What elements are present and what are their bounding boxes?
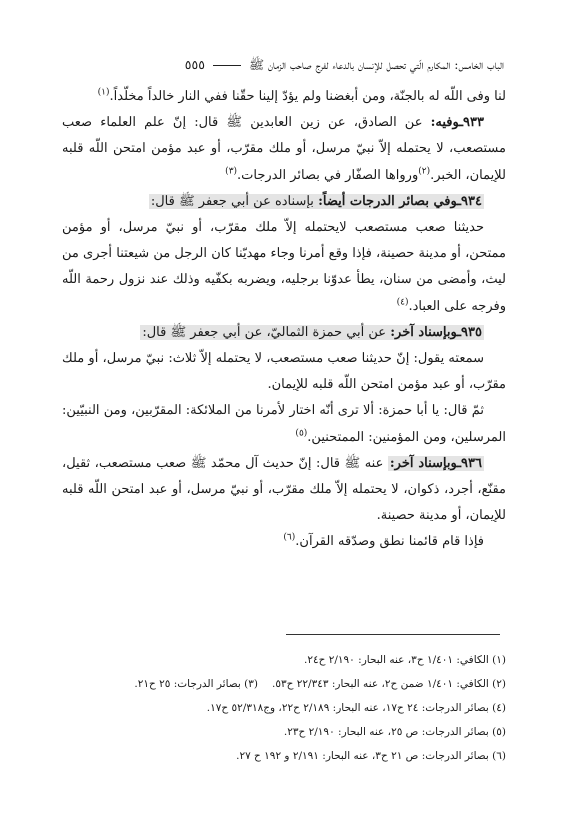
entry-text: سمعته يقول: إنّ حديثنا صعب مستصعب، لا يحتمله إلاّ ثلاث: نبيّ مرسل، أو ملك مقرّب، أو عبد مؤمن امتحن اللّه قلبه للإيمان. (62, 351, 506, 393)
entry-intro: عن أبي حمزة الثماليّ، عن أبي جعفر ﷺ قال: (142, 324, 387, 340)
entry-936 (62, 451, 506, 530)
footnote-ref: (٦) (283, 533, 296, 544)
entry-936-text-2 (62, 529, 506, 555)
footnote-2-3 (90, 672, 506, 696)
footnote-2: (٢) الكافي: ١/٤٠١ ضمن ح٢، عنه البحار: ٢٢/٣٤٣ ح٥٣. (272, 678, 506, 690)
entry-934-text (62, 215, 506, 320)
continuation-text: لنا وفى اللّه له بالجنّة، ومن أبغضنا ولم يؤدّ إلينا حقّنا ففي النار خالداً مخلّداً. (109, 89, 506, 104)
footnote-5: (٥) بصائر الدرجات: ص ٢٥، عنه البحار: ٢/١٩٠ ح٢٣. (283, 726, 506, 738)
continuation-paragraph (62, 84, 506, 110)
footnote-ref: (٤) (396, 297, 409, 308)
page-number: ٥٥٥ (184, 57, 205, 72)
entry-title: وفي بصائر الدرجات أيضاً: (318, 193, 458, 209)
running-header (84, 55, 504, 75)
entry-934-heading (62, 189, 506, 215)
entry-text-tail: ورواها الصفّار في بصائر الدرجات. (237, 167, 419, 183)
footnote-ref: (٢) (418, 166, 431, 177)
entry-number: ٩٣٣ـ (459, 115, 484, 131)
entry-title: وبإسناد آخر: (389, 455, 458, 471)
footnote-ref: (٥) (295, 428, 308, 439)
entry-text: حديثنا صعب مستصعب لايحتمله إلاّ ملك مقرّب، أو نبيّ مرسل، أو مؤمن ممتحن، أو مدينة حصينة، فإذا وقع أمرنا وجاء مهديّنا كان الرجل من شيعتنا أجرى من ليث، وأمضى من سنان، يطأ عدوّنا برجليه، ويضربه بكفّيه وذلك عند نزول رحمة اللّه وفرجه على العباد. (62, 220, 506, 314)
entry-935-heading (62, 320, 506, 346)
entry-933 (62, 110, 506, 189)
footnote-ref: (١) (97, 87, 110, 98)
footnote-3: (٣) بصائر الدرجات: ٢٥ ح٢١. (134, 678, 259, 690)
footnotes (90, 648, 506, 768)
header-dash (213, 65, 241, 66)
entry-text: عن الصادق، عن زين العابدين ﷺ قال: إنّ علم العلماء صعب مستصعب، لا يحتمله إلاّ نبيّ مرسل، أو ملك مقرّب، أو عبد مؤمن امتحن اللّه قلبه للإيمان، الخبر. (62, 115, 506, 183)
main-text (62, 84, 506, 556)
entry-number: ٩٣٤ـ (457, 193, 482, 209)
chapter-title: الباب الخامس: المكارم الّتي تحصل للإنسان بالدعاء لفرج صاحب الزمان ﷺ (248, 57, 504, 72)
entry-intro: بإسناده عن أبي جعفر ﷺ قال: (150, 193, 314, 209)
footnote-4: (٤) بصائر الدرجات: ٢٤ ح١٧، عنه البحار: ٢/١٨٩ ح٢٢، وج٥٢/٣١٨ ح١٧. (206, 702, 506, 714)
entry-text: عنه ﷺ قال: إنّ حديث آل محمّد ﷺ صعب مستصعب، ثقيل، مقنّع، أجرد، ذكوان، لا يحتمله إلاّ ملك مقرّب، أو نبيّ مرسل، أو عبد امتحن اللّه قلبه للإيمان، أو مدينة حصينة. (62, 455, 506, 524)
entry-935-text (62, 346, 506, 398)
footnote-1: (١) الكافي: ١/٤٠١ ح٣، عنه البحار: ٢/١٩٠ ح٢٤. (303, 654, 506, 666)
footnote-separator (286, 634, 500, 635)
entry-text: ثمّ قال: يا أبا حمزة: ألا ترى أنّه اختار لأمرنا من الملائكة: المقرّبين، ومن النبيّين: المرسلين، ومن المؤمنين: الممتحنين. (62, 403, 506, 445)
entry-title: وفيه: (430, 115, 460, 131)
footnote-ref: (٣) (225, 166, 238, 177)
entry-number: ٩٣٥ـ (457, 324, 482, 340)
entry-text: فإذا قام قائمنا نطق وصدّقه القرآن. (295, 534, 484, 550)
footnote-6: (٦) بصائر الدرجات: ص ٢١ ح٣، عنه البحار: ٢/١٩١ و ١٩٢ ح ٢٧. (236, 750, 506, 762)
entry-title: وبإسناد آخر: (390, 324, 458, 340)
entry-935-text-2 (62, 398, 506, 450)
entry-number: ٩٣٦ـ (457, 455, 482, 471)
